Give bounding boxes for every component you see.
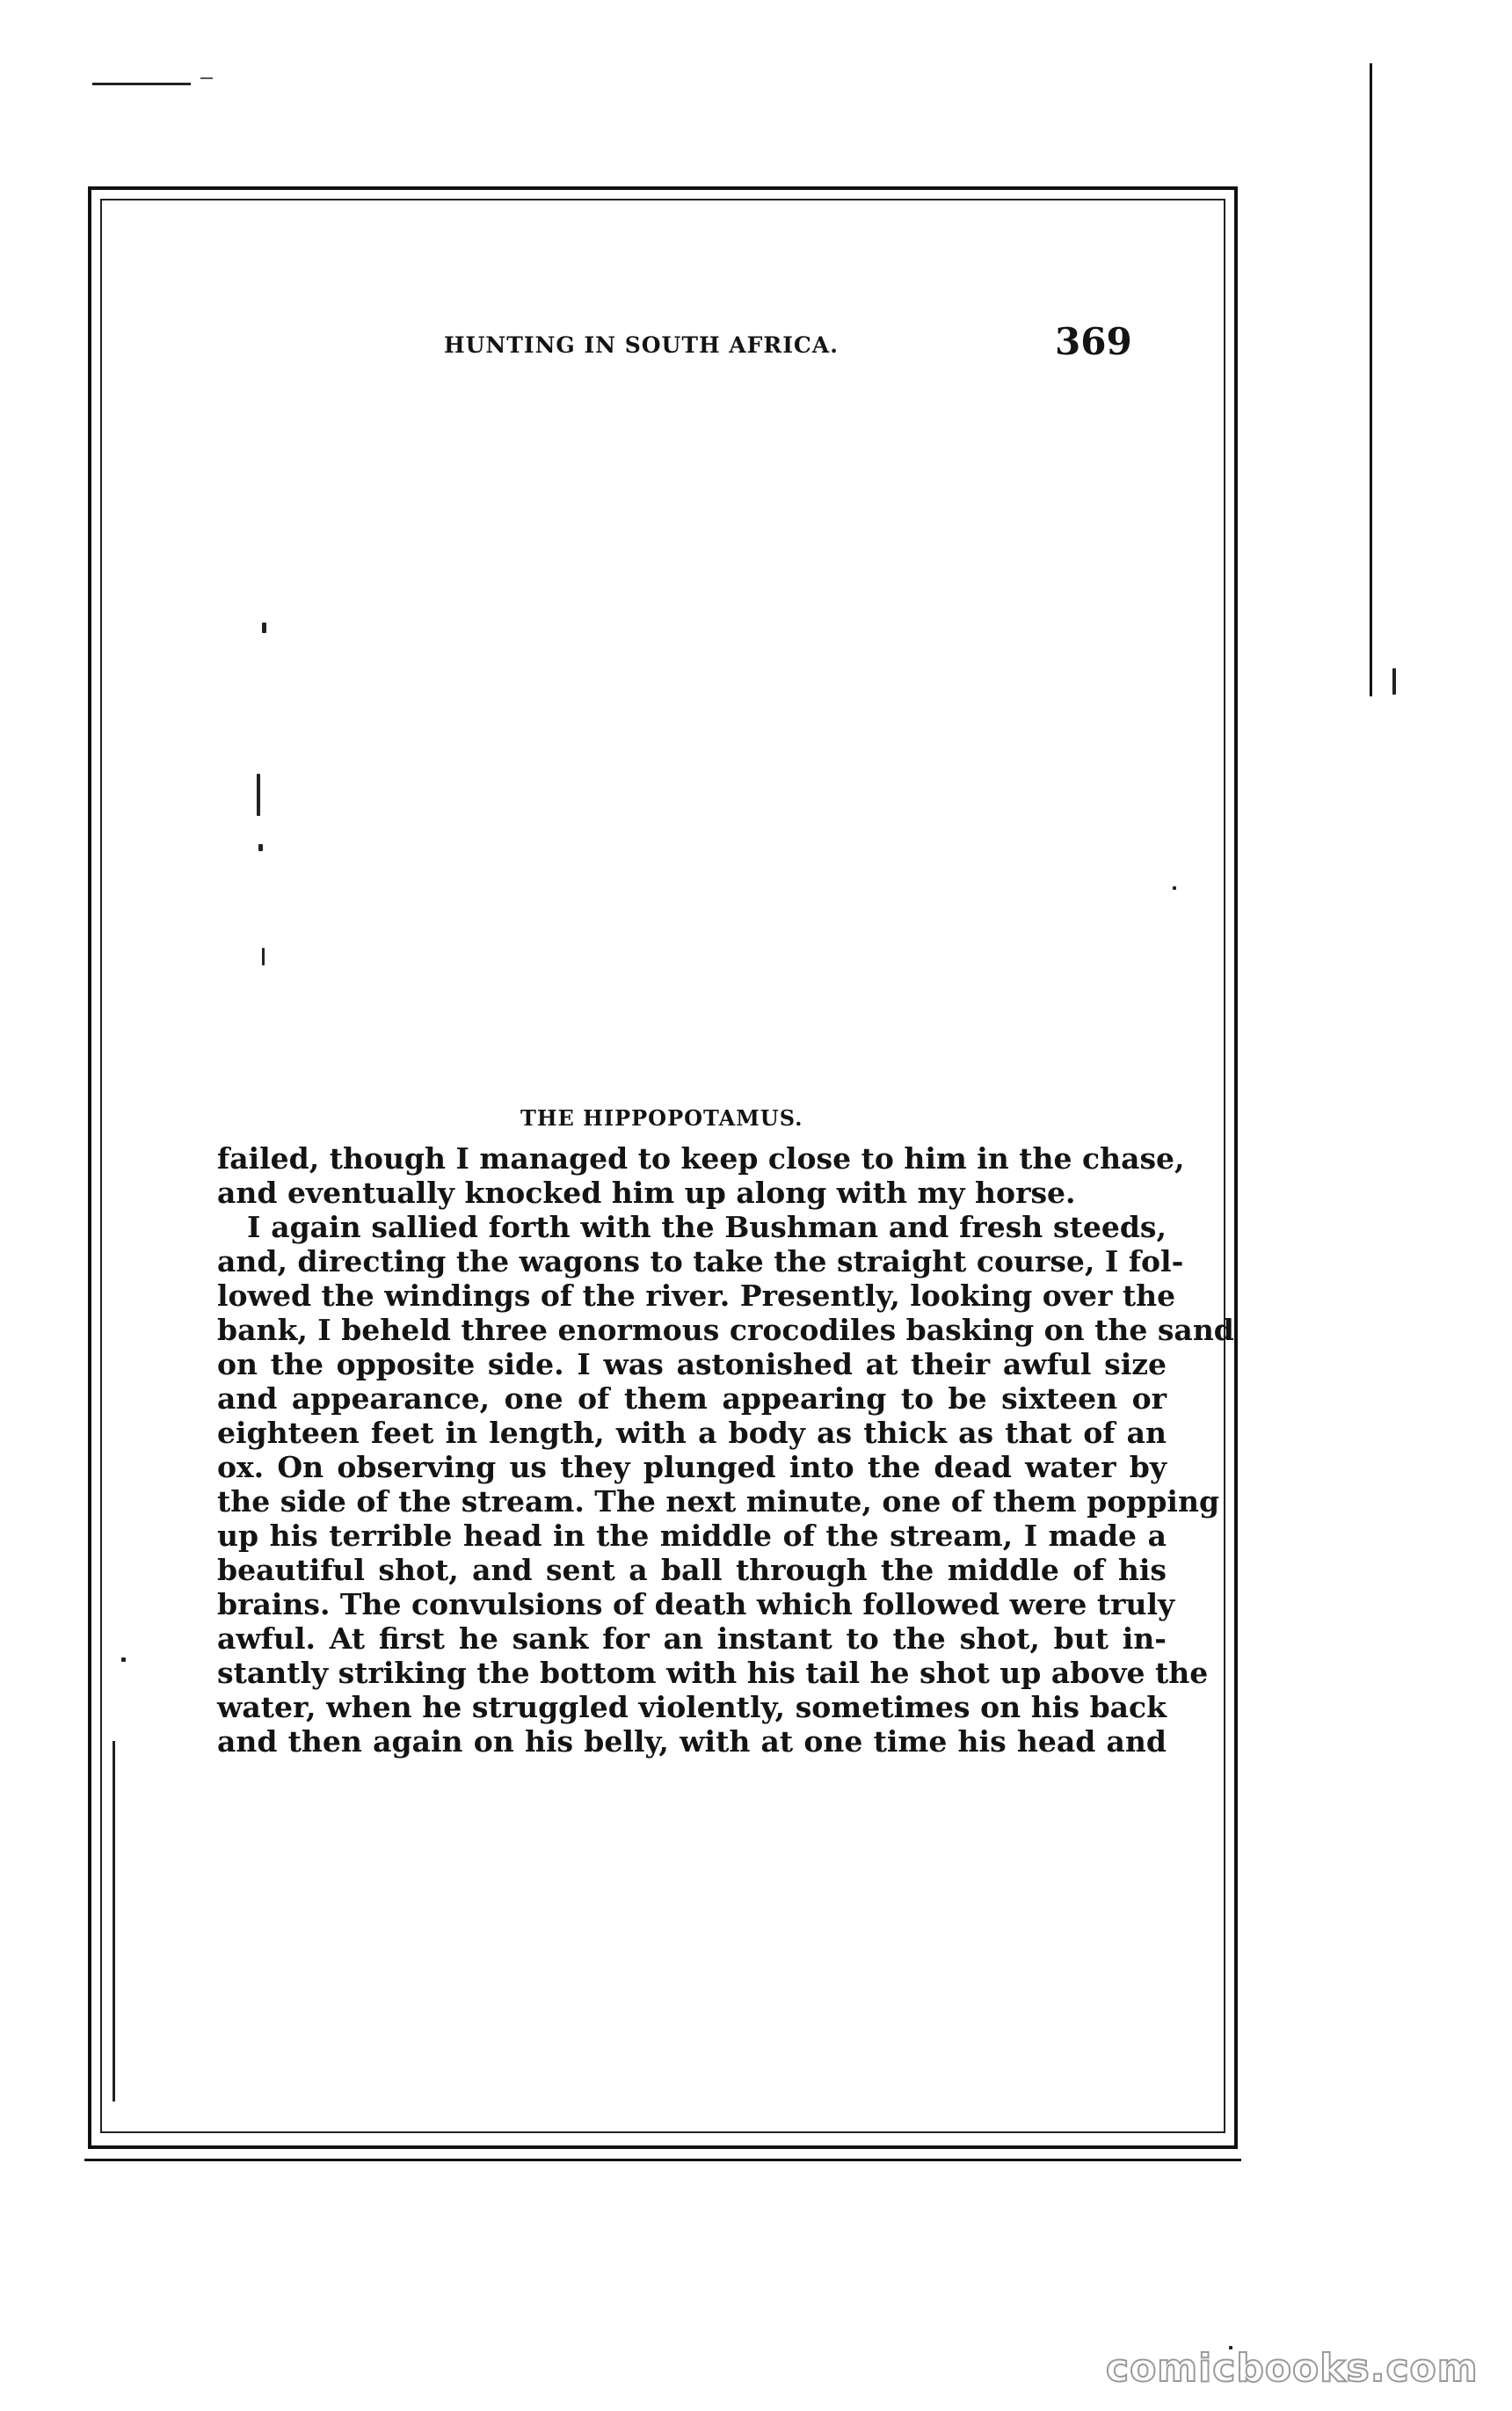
body-line: and then again on his belly, with at one time his head and [217,1724,1167,1759]
body-line: ox. On observing us they plunged into the dead water by [217,1450,1167,1484]
body-line: I again sallied forth with the Bushman and fresh steeds, [247,1210,1167,1244]
body-line: stantly striking the bottom with his tail he shot up above the [217,1656,1209,1690]
running-head: HUNTING IN SOUTH AFRICA. [444,332,839,358]
watermark-logo: comicbooks.com [1106,2346,1479,2391]
scan-stray-line [92,83,191,85]
scan-stray-mark [200,77,213,79]
body-line: and, directing the wagons to take the straight course, I fol- [217,1244,1184,1278]
page-number: 369 [1055,320,1132,363]
scan-speck [121,1657,126,1662]
body-line: brains. The convulsions of death which followed were truly [217,1587,1175,1621]
body-line: beautiful shot, and sent a ball through the middle of his [217,1553,1167,1587]
scan-speck [257,774,260,816]
body-line: failed, though I managed to keep close to him in the chase, [217,1141,1185,1176]
body-line: and appearance, one of them appearing to be sixteen or [217,1381,1167,1416]
body-line: on the opposite side. I was astonished at their awful size [217,1347,1167,1381]
page-frame-bottom-rule [84,2159,1241,2161]
body-line: awful. At first he sank for an instant to the shot, but in- [217,1621,1167,1656]
scan-speck [1392,668,1396,695]
body-line: lowed the windings of the river. Presently, looking over the [217,1278,1176,1313]
body-line: eighteen feet in length, with a body as thick as that of an [217,1416,1167,1450]
scan-right-edge [1370,63,1372,696]
body-line: the side of the stream. The next minute, one of them popping [217,1484,1220,1519]
body-line: up his terrible head in the middle of the stream, I made a [217,1519,1167,1553]
section-heading: THE HIPPOPOTAMUS. [520,1105,803,1131]
scan-speck [262,948,265,965]
body-line: water, when he struggled violently, sometimes on his back [217,1690,1167,1724]
scan-speck [262,623,266,633]
scan-speck [1173,886,1176,890]
body-line: and eventually knocked him up along with my horse. [217,1176,1076,1210]
body-line: bank, I beheld three enormous crocodiles basking on the sand [217,1313,1234,1347]
scan-speck [258,844,263,851]
